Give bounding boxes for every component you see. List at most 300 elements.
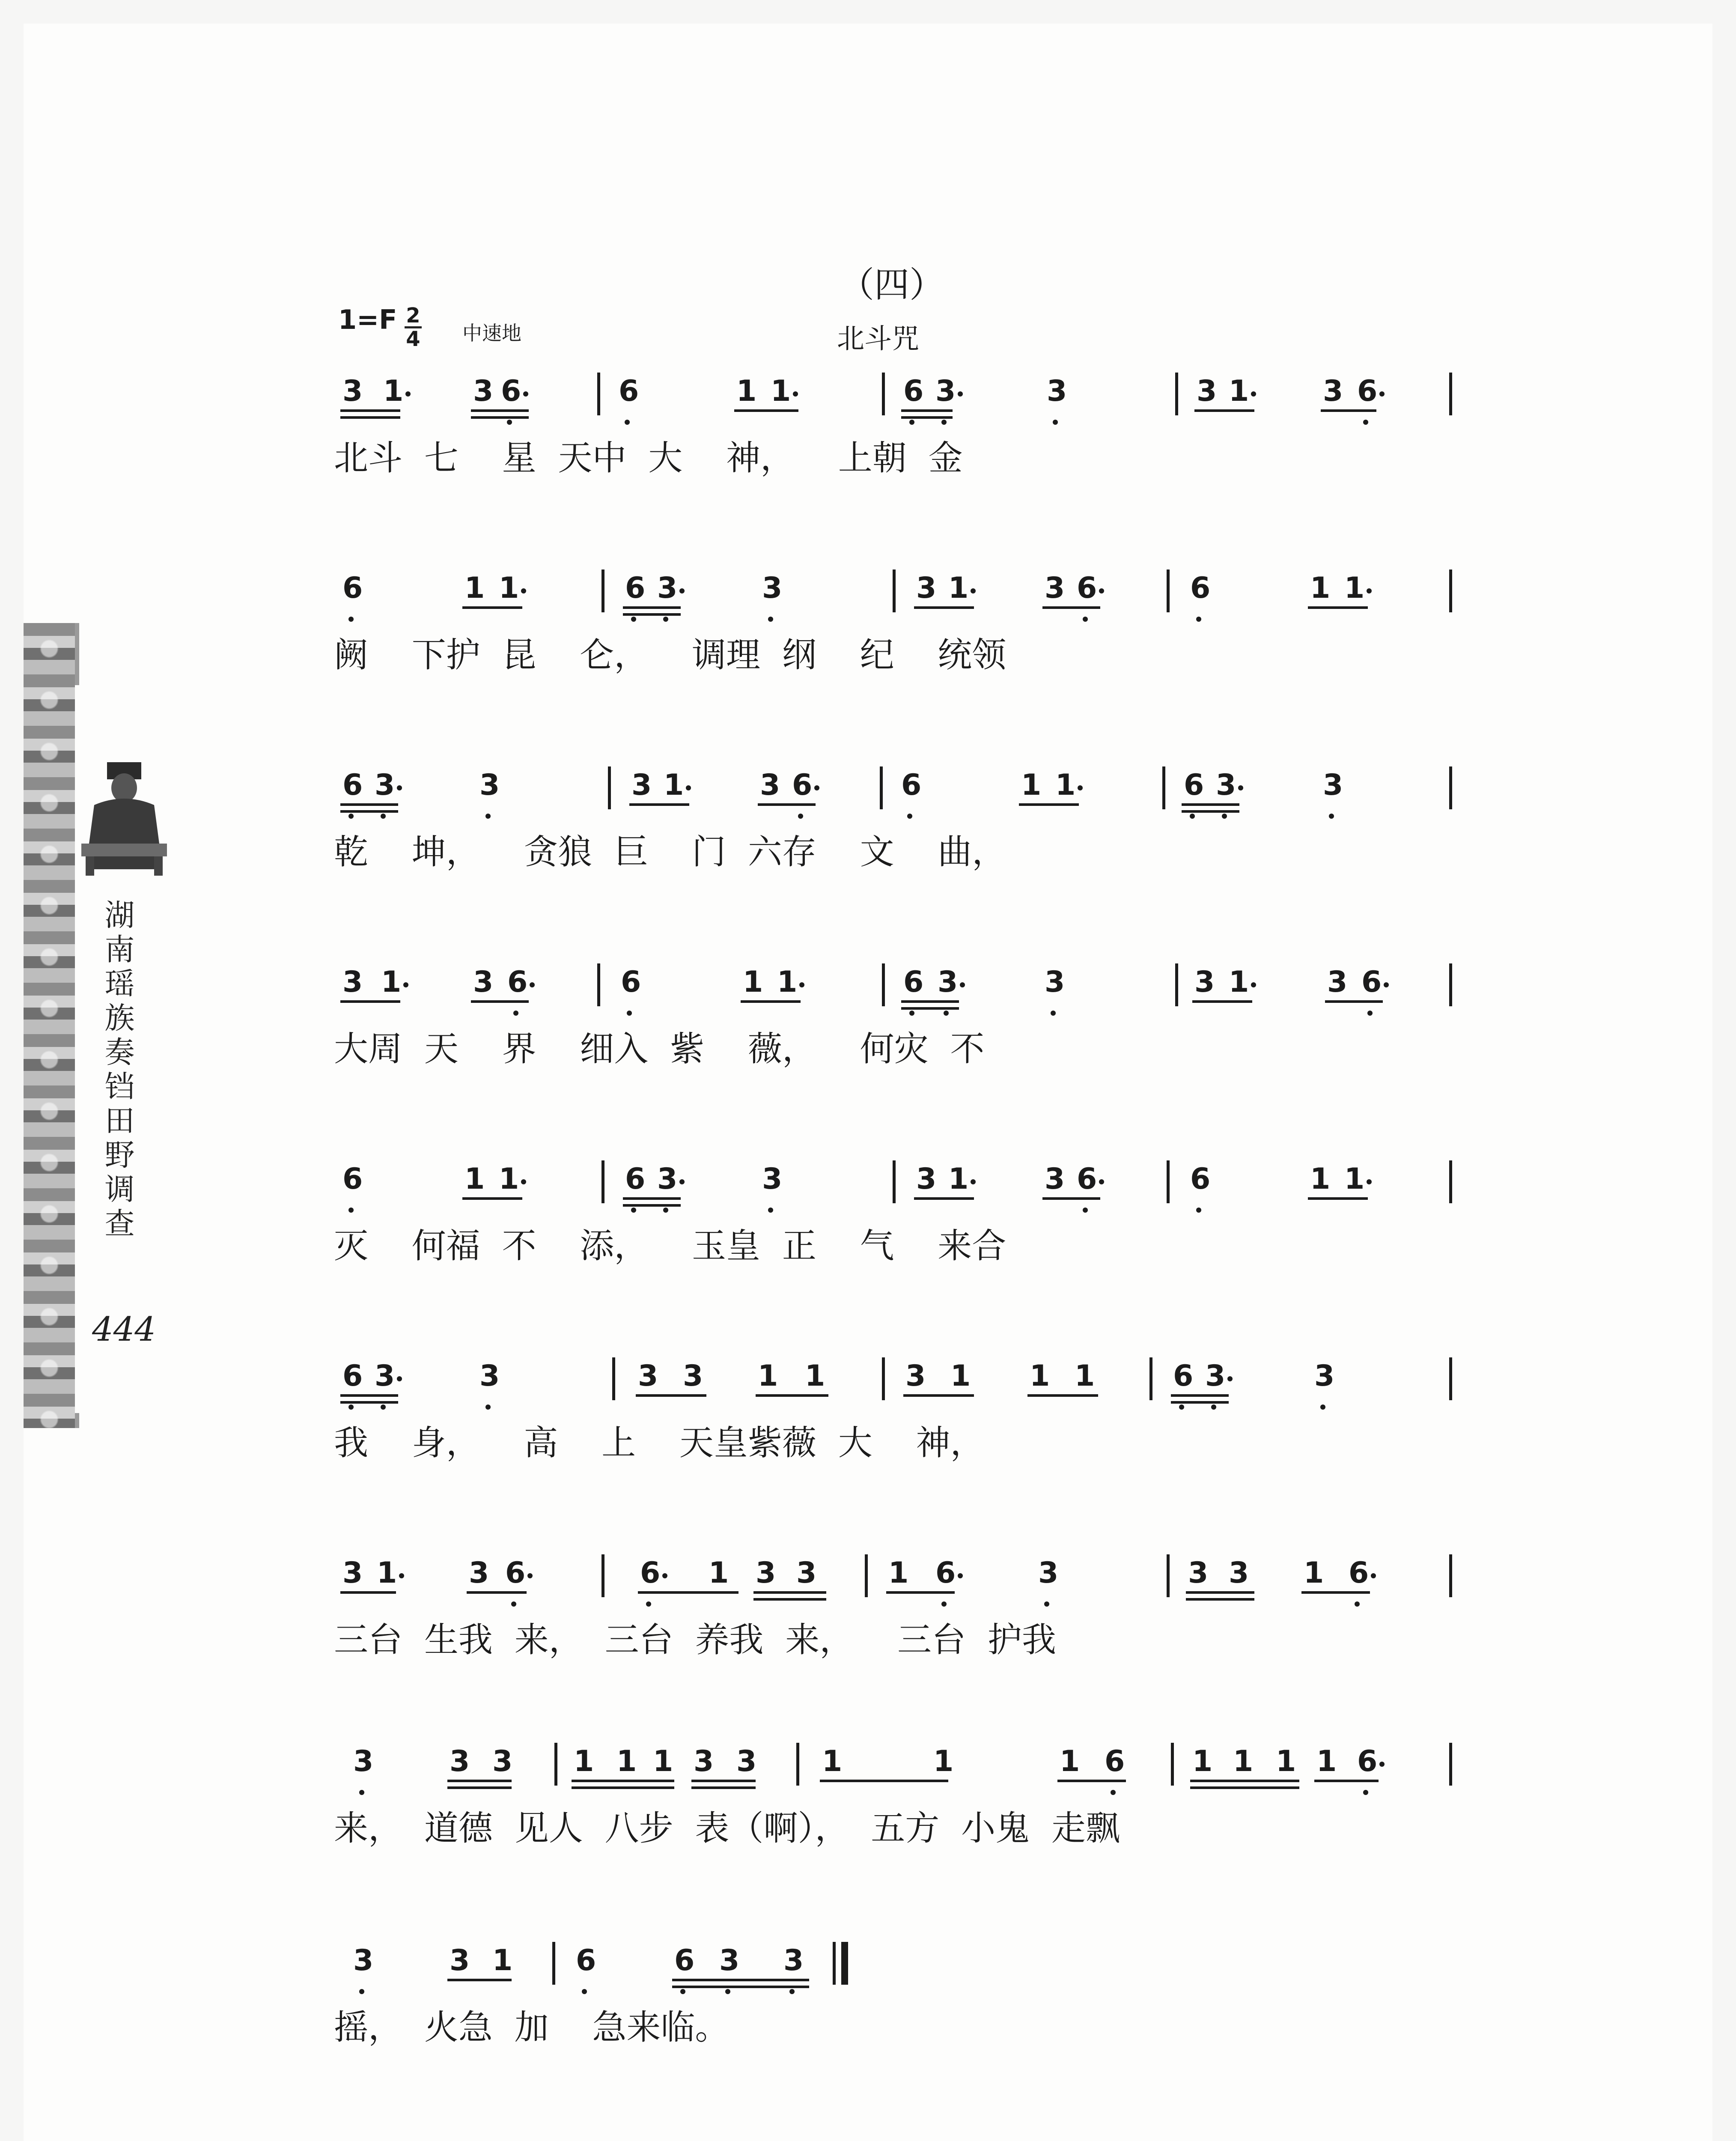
octave-dot (1355, 1601, 1360, 1607)
beam-line (901, 409, 953, 412)
note: 3 (1038, 1556, 1059, 1590)
page-number: 444 (92, 1310, 156, 1349)
octave-dot (941, 1601, 947, 1607)
barline (554, 1743, 557, 1786)
beam-line (629, 803, 689, 806)
note: 3 (1197, 374, 1217, 408)
beam-line (1194, 409, 1254, 412)
note: 1 (499, 1162, 519, 1196)
beam-line (1325, 1000, 1383, 1003)
barline (882, 963, 885, 1006)
octave-dot (625, 420, 630, 425)
beam-line (734, 409, 798, 412)
lyric-line: 摇， 火急 加 急来临。 (334, 2007, 730, 2047)
barline (865, 1554, 868, 1597)
note: 6 (505, 1556, 526, 1590)
note: 6 (1190, 1162, 1211, 1196)
note: 6 (901, 768, 922, 802)
note: 1 (1304, 1556, 1324, 1590)
note: 6 (342, 768, 363, 802)
beam-line (914, 1197, 974, 1200)
beam-line (1042, 606, 1100, 609)
note: 6 (903, 965, 924, 999)
octave-dot (768, 617, 773, 622)
octave-dot (348, 814, 354, 819)
beam-line (340, 803, 398, 806)
barline (601, 1160, 604, 1203)
augmentation-dot (960, 982, 965, 987)
note: 6 (1361, 965, 1382, 999)
note: 6 (1357, 374, 1378, 408)
augmentation-dot (958, 391, 963, 397)
time-signature (405, 305, 422, 350)
note: 3 (905, 1359, 926, 1393)
note: 6 (507, 965, 528, 999)
note: 3 (342, 1556, 363, 1590)
note: 3 (796, 1556, 817, 1590)
beam-line (903, 1394, 974, 1397)
tempo-marking: 中速地 (462, 322, 521, 345)
note: 1 (758, 1359, 778, 1393)
beam-line (447, 1780, 512, 1782)
octave-dot (381, 814, 386, 819)
augmentation-dot (958, 1573, 963, 1578)
octave-dot (1320, 1404, 1325, 1410)
note: 6 (1105, 1744, 1125, 1778)
augmentation-dot (523, 391, 528, 397)
octave-dot (909, 420, 914, 425)
score-system (0, 1162, 1736, 1276)
barline (882, 1357, 885, 1400)
score-system (0, 1744, 1736, 1858)
note: 3 (1045, 1162, 1065, 1196)
note: 3 (935, 374, 956, 408)
beam-line (447, 1979, 512, 1981)
beam-line (638, 1591, 738, 1594)
note: 3 (938, 965, 958, 999)
augmentation-dot (679, 1179, 685, 1184)
note: 3 (1314, 1359, 1335, 1393)
note: 6 (621, 965, 641, 999)
note: 3 (1323, 768, 1343, 802)
note: 6 (342, 1359, 363, 1393)
augmentation-dot (971, 588, 976, 593)
note: 1 (1192, 1744, 1213, 1778)
note: 6 (792, 768, 813, 802)
note: 3 (694, 1744, 714, 1778)
note: 1 (1060, 1744, 1080, 1778)
augmentation-dot (686, 785, 691, 790)
barline (1449, 1160, 1452, 1203)
augmentation-dot (1099, 588, 1104, 593)
augmentation-dot (971, 1179, 976, 1184)
time-signature-top: 2 (406, 304, 420, 328)
octave-dot (1083, 1208, 1088, 1213)
octave-dot (1111, 1790, 1116, 1795)
octave-dot (680, 1989, 685, 1994)
final-barline (833, 1942, 836, 1985)
octave-dot (1196, 617, 1201, 622)
note: 3 (736, 1744, 757, 1778)
augmentation-dot (1251, 391, 1256, 397)
barline (1162, 766, 1165, 809)
augmentation-dot (1251, 982, 1256, 987)
note: 3 (1229, 1556, 1249, 1590)
barline (893, 570, 896, 612)
octave-dot (909, 1011, 914, 1016)
augmentation-dot (679, 588, 685, 593)
note: 1 (933, 1744, 954, 1778)
augmentation-dot (403, 982, 408, 987)
note: 3 (1327, 965, 1348, 999)
barline (882, 373, 885, 415)
beam-line (1321, 409, 1376, 412)
note: 3 (1205, 1359, 1226, 1393)
octave-dot (663, 1208, 668, 1213)
beam-line (636, 1394, 706, 1397)
beam-line (471, 416, 529, 419)
augmentation-dot (521, 1179, 526, 1184)
note: 1 (1310, 571, 1331, 605)
note: 3 (783, 1944, 804, 1977)
note: 1 (616, 1744, 637, 1778)
lyric-line: 乾 坤， 贪狼 巨 门 六存 文 曲， (334, 832, 1006, 872)
augmentation-dot (405, 391, 411, 397)
beam-line (1042, 1197, 1100, 1200)
beam-line (340, 1394, 398, 1397)
beam-line (901, 1007, 959, 1010)
final-barline-thick (841, 1942, 848, 1985)
note: 1 (1344, 571, 1365, 605)
score-system (0, 571, 1736, 685)
octave-dot (798, 814, 803, 819)
note: 1 (653, 1744, 673, 1778)
note: 3 (353, 1744, 374, 1778)
note: 3 (353, 1944, 374, 1977)
note: 6 (342, 571, 363, 605)
note: 3 (631, 768, 652, 802)
note: 1 (1310, 1162, 1331, 1196)
score-system (0, 1946, 1736, 2058)
barline (1449, 570, 1452, 612)
barline (1449, 963, 1452, 1006)
beam-line (623, 613, 681, 616)
note: 1 (805, 1359, 825, 1393)
beam-line (1027, 1394, 1098, 1397)
barline (608, 766, 611, 809)
note: 3 (479, 768, 500, 802)
beam-line (672, 1979, 809, 1981)
augmentation-dot (1367, 588, 1372, 593)
note: 1 (1344, 1162, 1365, 1196)
note: 6 (625, 1162, 646, 1196)
note: 1 (822, 1744, 843, 1778)
note: 1 (948, 1162, 969, 1196)
note: 1 (574, 1744, 594, 1778)
note: 3 (342, 965, 363, 999)
beam-line (572, 1786, 674, 1789)
octave-dot (348, 617, 354, 622)
beam-line (447, 1786, 512, 1789)
note: 6 (1173, 1359, 1194, 1393)
note: 1 (709, 1556, 729, 1590)
beam-line (886, 1591, 955, 1594)
beam-line (471, 1000, 529, 1003)
note: 6 (1357, 1744, 1378, 1778)
note: 6 (1349, 1556, 1369, 1590)
beam-line (340, 409, 400, 412)
octave-dot (1363, 420, 1368, 425)
barline (1167, 570, 1170, 612)
note: 3 (1045, 571, 1065, 605)
beam-line (1186, 1591, 1254, 1594)
beam-line (1019, 803, 1079, 806)
lyric-line: 三台 生我 来， 三台 养我 来， 三台 护我 (334, 1620, 1056, 1660)
beam-line (691, 1786, 756, 1789)
octave-dot (944, 1011, 949, 1016)
note: 3 (1323, 374, 1343, 408)
note: 1 (492, 1944, 513, 1977)
barline (1449, 1357, 1452, 1400)
beam-line (691, 1780, 756, 1782)
note: 6 (625, 571, 646, 605)
note: 1 (377, 1556, 397, 1590)
octave-dot (582, 1989, 587, 1994)
note: 1 (664, 768, 684, 802)
augmentation-dot (521, 588, 526, 593)
song-title: 北斗咒 (837, 323, 919, 355)
octave-dot (1329, 814, 1334, 819)
note: 1 (1075, 1359, 1095, 1393)
score-system (0, 768, 1736, 882)
note: 6 (935, 1556, 956, 1590)
augmentation-dot (814, 785, 819, 790)
book-title: 湖南瑶族奏铛田野调查 (100, 899, 135, 1242)
octave-dot (1196, 1208, 1201, 1213)
beam-line (462, 606, 522, 609)
augmentation-dot (1379, 1762, 1385, 1767)
octave-dot (513, 1011, 518, 1016)
score-system (0, 374, 1736, 488)
octave-dot (1044, 1601, 1049, 1607)
note: 3 (450, 1744, 470, 1778)
note: 6 (501, 374, 521, 408)
note: 6 (619, 374, 639, 408)
note: 6 (1190, 571, 1211, 605)
beam-line (1182, 803, 1239, 806)
augmentation-dot (793, 391, 798, 397)
note: 1 (1055, 768, 1076, 802)
beam-line (1186, 1598, 1254, 1601)
beam-line (901, 1000, 959, 1003)
beam-line (623, 1197, 681, 1200)
note: 1 (1233, 1744, 1254, 1778)
octave-dot (725, 1989, 730, 1994)
barline (893, 1160, 896, 1203)
octave-dot (1367, 1011, 1373, 1016)
barline (601, 1554, 604, 1597)
barline (1175, 963, 1178, 1006)
octave-dot (1190, 814, 1195, 819)
note: 6 (1184, 768, 1204, 802)
beam-line (623, 606, 681, 609)
octave-dot (1363, 1790, 1368, 1795)
octave-dot (627, 1011, 632, 1016)
augmentation-dot (1227, 1376, 1233, 1381)
note: 3 (657, 1162, 678, 1196)
note: 3 (756, 1556, 776, 1590)
augmentation-dot (527, 1573, 533, 1578)
barline (1149, 1357, 1152, 1400)
beam-line (901, 416, 953, 419)
octave-dot (348, 1404, 354, 1410)
beam-line (462, 1197, 522, 1200)
score-system (0, 1359, 1736, 1473)
note: 3 (492, 1744, 513, 1778)
barline (552, 1942, 555, 1985)
note: 1 (1229, 965, 1249, 999)
note: 6 (342, 1162, 363, 1196)
augmentation-dot (1099, 1179, 1104, 1184)
lyric-line: 阙 下护 昆 仑， 调理 纲 纪 统领 (334, 635, 1006, 675)
beam-line (1182, 810, 1239, 813)
note: 3 (760, 768, 780, 802)
octave-dot (789, 1989, 795, 1994)
note: 1 (499, 571, 519, 605)
note: 3 (450, 1944, 470, 1977)
note: 3 (683, 1359, 703, 1393)
note: 3 (916, 571, 937, 605)
note: 6 (903, 374, 924, 408)
barline (601, 570, 604, 612)
note: 3 (916, 1162, 937, 1196)
beam-line (914, 606, 974, 609)
octave-dot (511, 1601, 516, 1607)
note: 1 (736, 374, 757, 408)
note: 3 (473, 374, 494, 408)
augmentation-dot (399, 1573, 404, 1578)
augmentation-dot (397, 785, 402, 790)
octave-dot (1053, 420, 1058, 425)
octave-dot (941, 420, 947, 425)
note: 3 (1047, 374, 1067, 408)
octave-dot (631, 1208, 636, 1213)
octave-dot (359, 1790, 364, 1795)
octave-dot (663, 617, 668, 622)
beam-line (1190, 1780, 1299, 1782)
note: 3 (638, 1359, 658, 1393)
barline (1449, 1554, 1452, 1597)
octave-dot (359, 1989, 364, 1994)
beam-line (1057, 1780, 1126, 1782)
beam-line (572, 1780, 674, 1782)
barline (1449, 1743, 1452, 1786)
note: 6 (1077, 1162, 1097, 1196)
barline (796, 1743, 799, 1786)
beam-line (1171, 1394, 1229, 1397)
note: 3 (375, 1359, 395, 1393)
score-system (0, 965, 1736, 1079)
beam-line (758, 803, 816, 806)
augmentation-dot (397, 1376, 402, 1381)
beam-line (1190, 1786, 1299, 1789)
note: 6 (1077, 571, 1097, 605)
octave-dot (1211, 1404, 1216, 1410)
barline (880, 766, 883, 809)
note: 3 (473, 965, 494, 999)
beam-line (340, 416, 400, 419)
octave-dot (381, 1404, 386, 1410)
section-number: （四） (839, 265, 945, 305)
beam-line (340, 1591, 396, 1594)
augmentation-dot (1379, 391, 1385, 397)
beam-line (1301, 1591, 1370, 1594)
note: 3 (469, 1556, 489, 1590)
note: 3 (762, 571, 783, 605)
note: 3 (1216, 768, 1236, 802)
note: 3 (1194, 965, 1215, 999)
barline (1167, 1554, 1170, 1597)
octave-dot (631, 617, 636, 622)
key-signature: 1=F (338, 304, 397, 335)
note: 6 (640, 1556, 661, 1590)
octave-dot (1083, 617, 1088, 622)
note: 3 (762, 1162, 783, 1196)
note: 3 (342, 374, 363, 408)
note: 3 (375, 768, 395, 802)
beam-line (340, 1401, 398, 1404)
beam-line (1192, 1000, 1252, 1003)
beam-line (741, 1000, 801, 1003)
note: 1 (950, 1359, 971, 1393)
beam-line (1171, 1401, 1229, 1404)
note: 3 (719, 1944, 740, 1977)
beam-line (1308, 1197, 1368, 1200)
note: 6 (674, 1944, 695, 1977)
barline (597, 963, 600, 1006)
note: 1 (1021, 768, 1042, 802)
octave-dot (646, 1601, 651, 1607)
barline (1171, 1743, 1174, 1786)
note: 1 (381, 965, 402, 999)
note: 1 (743, 965, 763, 999)
beam-line (471, 409, 529, 412)
note: 1 (1316, 1744, 1337, 1778)
augmentation-dot (1371, 1573, 1376, 1578)
octave-dot (485, 1404, 491, 1410)
lyric-line: 北斗 七 星 天中 大 神， 上朝 金 (334, 438, 963, 478)
time-signature-bottom: 4 (406, 327, 420, 351)
note: 1 (771, 374, 791, 408)
octave-dot (348, 1208, 354, 1213)
lyric-line: 灭 何福 不 添， 玉皇 正 气 来合 (334, 1226, 1006, 1266)
octave-dot (768, 1208, 773, 1213)
octave-dot (507, 420, 512, 425)
note: 3 (479, 1359, 500, 1393)
beam-line (672, 1986, 809, 1988)
score-system (0, 1556, 1736, 1670)
beam-line (753, 1591, 826, 1594)
augmentation-dot (1367, 1179, 1372, 1184)
note: 3 (657, 571, 678, 605)
octave-dot (1179, 1404, 1184, 1410)
note: 1 (465, 1162, 485, 1196)
beam-line (1308, 606, 1368, 609)
beam-line (467, 1591, 527, 1594)
note: 1 (777, 965, 798, 999)
note: 1 (1229, 374, 1249, 408)
beam-line (756, 1394, 828, 1397)
